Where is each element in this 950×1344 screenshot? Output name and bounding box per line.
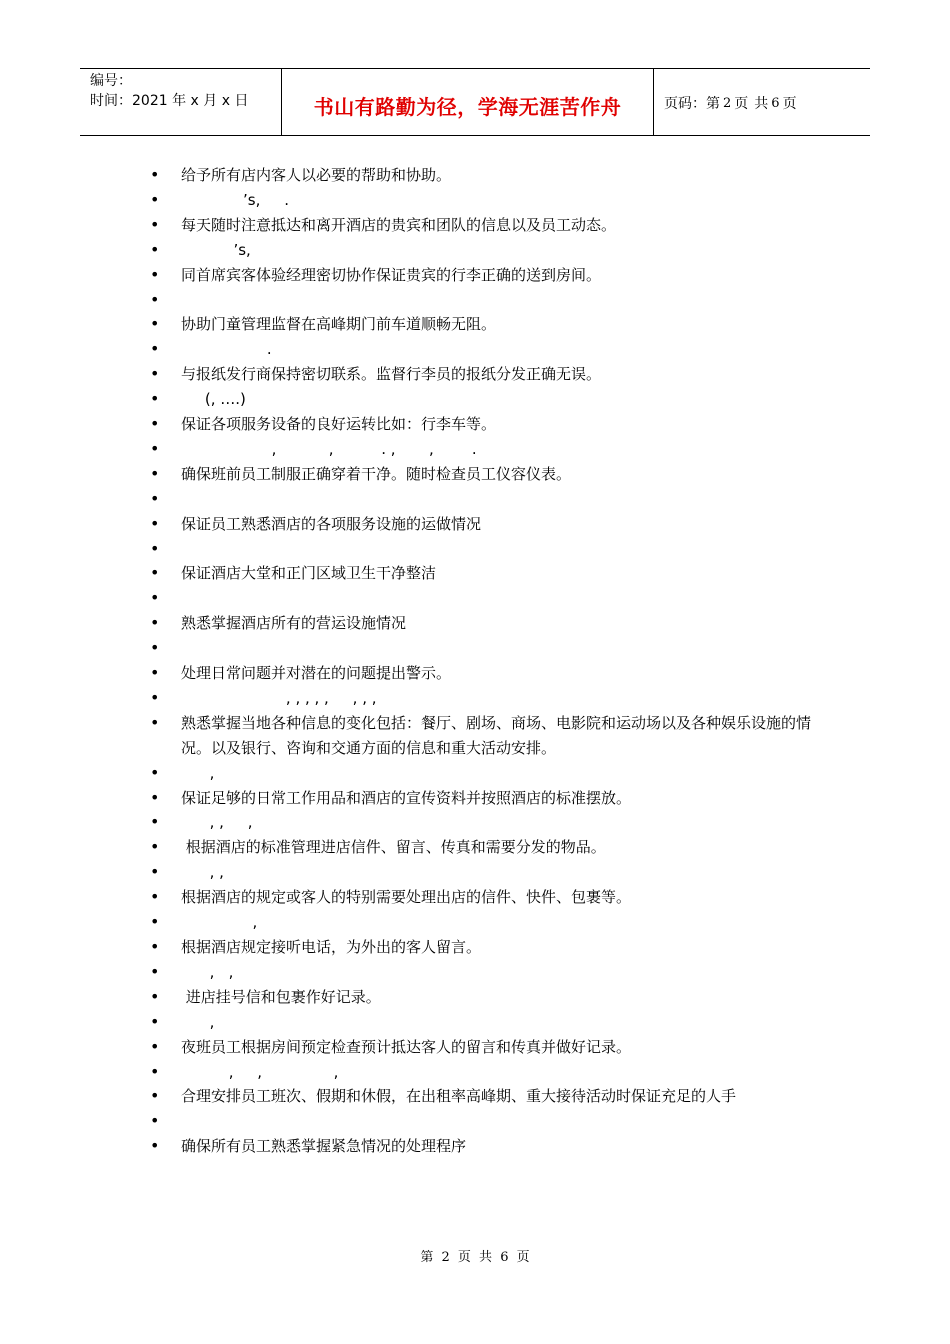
page-label: 页码：第 [664, 96, 720, 112]
list-item [150, 636, 840, 661]
list-item: • , , , [150, 1060, 840, 1085]
list-item: • , [150, 1010, 840, 1035]
page-header [80, 68, 870, 136]
list-item: • . [150, 337, 840, 362]
list-item: • 同首席宾客体验经理密切协作保证贵宾的行李正确的送到房间。 [150, 263, 840, 288]
list-item: • ’s, [150, 238, 840, 263]
page-footer: 第 2 页 共 6 页 [420, 1250, 530, 1265]
total-pages: 6 [771, 95, 780, 111]
list-item: • 处理日常问题并对潜在的问题提出警示。 [150, 661, 840, 686]
document-number-label: 编号： [90, 73, 132, 89]
list-item: • 根据酒店的标准管理进店信件、留言、传真和需要分发的物品。 [150, 835, 840, 860]
list-item: • 与报纸发行商保持密切联系。监督行李员的报纸分发正确无误。 [150, 362, 840, 387]
list-item: • 合理安排员工班次、假期和休假，在出租率高峰期、重大接待活动时保证充足的人手 [150, 1084, 840, 1109]
list-item: • 熟悉掌握当地各种信息的变化包括：餐厅、剧场、商场、电影院和运动场以及各种娱乐设施的情况。以及银行、咨询和交通方面的信息和重大活动安排。 [150, 711, 840, 761]
list-item: • 确保所有员工熟悉掌握紧急情况的处理程序 [150, 1134, 840, 1159]
list-item: • 夜班员工根据房间预定检查预计抵达客人的留言和传真并做好记录。 [150, 1035, 840, 1060]
list-item [150, 487, 840, 512]
list-item: • 熟悉掌握酒店所有的营运设施情况 [150, 611, 840, 636]
header-meta [80, 69, 282, 135]
header-page-info [654, 69, 870, 135]
list-item: • , , , , , , , , [150, 686, 840, 711]
list-item: • , , [150, 860, 840, 885]
header-motto: 书山有路勤为径，学海无涯苦作舟 [282, 69, 654, 135]
total-unit: 页 [782, 96, 797, 112]
list-item: • , , . , , . [150, 437, 840, 462]
list-item [150, 288, 840, 313]
list-item: • , , , [150, 810, 840, 835]
list-item: • 根据酒店的规定或客人的特别需要处理出店的信件、快件、包裹等。 [150, 885, 840, 910]
list-item: • 进店挂号信和包裹作好记录。 [150, 985, 840, 1010]
list-item: • ’s, . [150, 188, 840, 213]
document-date: 时间：2021 年 x 月 x 日 [90, 93, 249, 109]
list-item: • 根据酒店规定接听电话，为外出的客人留言。 [150, 935, 840, 960]
list-item [150, 1109, 840, 1134]
bullet-list [150, 163, 840, 1159]
list-item [150, 586, 840, 611]
list-item: • , [150, 910, 840, 935]
list-item: • , , [150, 960, 840, 985]
list-item: • 协助门童管理监督在高峰期门前车道顺畅无阻。 [150, 312, 840, 337]
list-item: • 保证足够的日常工作用品和酒店的宣传资料并按照酒店的标准摆放。 [150, 786, 840, 811]
list-item: • 确保班前员工制服正确穿着干净。随时检查员工仪容仪表。 [150, 462, 840, 487]
list-item: • 保证员工熟悉酒店的各项服务设施的运做情况 [150, 512, 840, 537]
list-item: • 给予所有店内客人以必要的帮助和协助。 [150, 163, 840, 188]
list-item: • , [150, 761, 840, 786]
page-number: 2 [723, 95, 732, 111]
list-item: • 每天随时注意抵达和离开酒店的贵宾和团队的信息以及员工动态。 [150, 213, 840, 238]
total-label: 共 [754, 96, 769, 112]
page-unit: 页 [734, 96, 749, 112]
list-item: • 保证各项服务设备的良好运转比如：行李车等。 [150, 412, 840, 437]
list-item: • (, ….) [150, 387, 840, 412]
list-item [150, 537, 840, 562]
list-item: • 保证酒店大堂和正门区域卫生干净整洁 [150, 561, 840, 586]
